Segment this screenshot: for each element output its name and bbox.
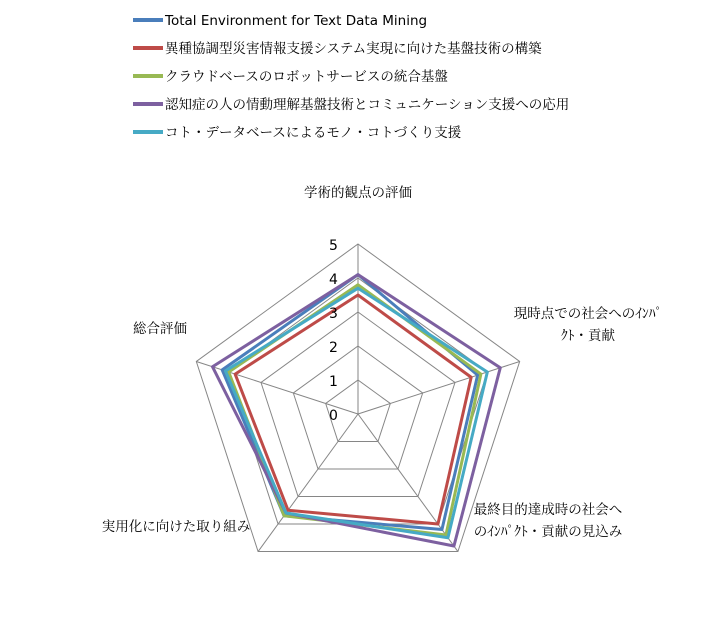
axis-label: のｲﾝﾊﾟｸﾄ・貢献の見込み [473, 524, 623, 540]
series-line [222, 275, 477, 530]
axis-label: ｸﾄ・貢献 [561, 328, 615, 344]
axis-label: 現時点での社会へのｲﾝﾊﾟ [513, 306, 663, 322]
legend-label: 認知症の人の情動理解基盤技術とコミュニケーション支援への応用 [165, 97, 570, 113]
tick-label: 2 [329, 340, 338, 356]
axis-labels [102, 184, 663, 540]
axis-label: 最終目的達成時の社会へ [473, 502, 623, 518]
axis-label: 総合評価 [133, 321, 187, 337]
axis-label: 学術的観点の評価 [304, 185, 412, 201]
series-layer [212, 275, 500, 546]
tick-label: 0 [329, 408, 338, 424]
axis-label: 実用化に向けた取り組み [101, 519, 251, 535]
legend-label: 異種協調型災害情報支援システム実現に向けた基盤技術の構築 [165, 41, 542, 57]
legend [133, 13, 569, 141]
legend-label: クラウドベースのロボットサービスの統合基盤 [165, 69, 448, 85]
tick-label: 1 [329, 374, 338, 390]
legend-label: Total Environment for Text Data Mining [165, 13, 428, 29]
tick-label: 5 [329, 238, 338, 254]
tick-label: 3 [329, 306, 338, 322]
tick-label: 4 [329, 272, 338, 288]
legend-label: コト・データベースによるモノ・コトづくり支援 [165, 125, 462, 141]
